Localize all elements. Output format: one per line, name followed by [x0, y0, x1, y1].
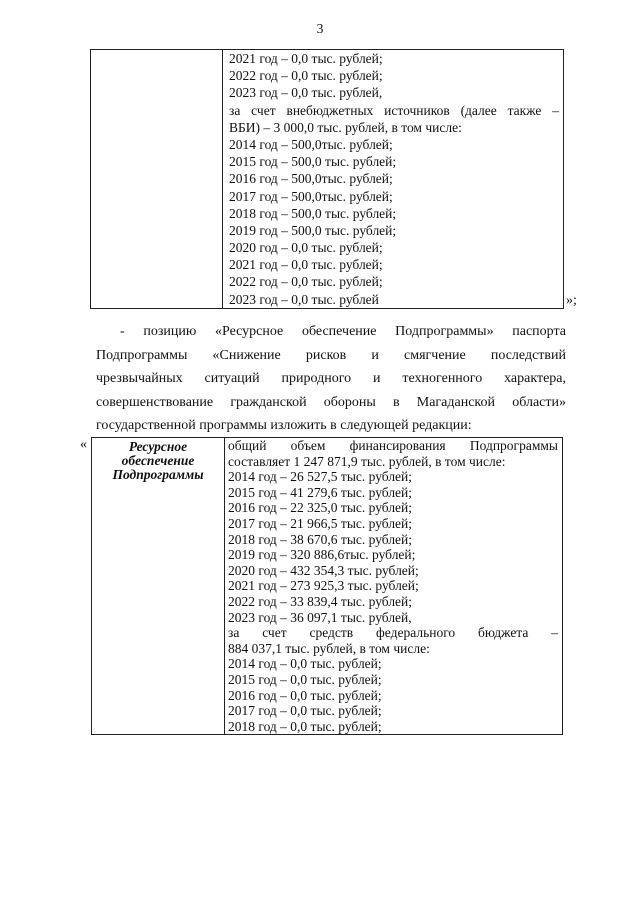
- table-line: 2017 год – 21 966,5 тыс. рублей;: [228, 515, 413, 531]
- label-line: Ресурсное: [128, 439, 188, 454]
- funding-table-continued: [90, 49, 564, 309]
- paragraph-line: совершенствование гражданской обороны в Магаданской области»: [96, 394, 566, 410]
- table-line: 2022 год – 0,0 тыс. рублей;: [229, 274, 383, 290]
- table-line: 2014 год – 26 527,5 тыс. рублей;: [228, 469, 413, 485]
- label-line: обеспечение: [121, 453, 195, 468]
- table-line: 2018 год – 0,0 тыс. рублей;: [228, 718, 382, 734]
- resource-provision-label: [92, 438, 225, 735]
- table-line: 2017 год – 500,0тыс. рублей;: [229, 188, 393, 204]
- table-line: 2014 год – 0,0 тыс. рублей;: [228, 656, 382, 672]
- table-line: 2020 год – 432 354,3 тыс. рублей;: [228, 562, 419, 578]
- closing-quote: »;: [566, 293, 577, 308]
- table-label-cell-empty: [91, 50, 223, 309]
- paragraph-line: Подпрограммы «Снижение рисков и смягчение последствий: [96, 347, 566, 363]
- paragraph-line: государственной программы изложить в следующей редакции:: [96, 418, 472, 433]
- table-line: за счет средств федерального бюджета –: [228, 625, 558, 641]
- table-line: 2018 год – 500,0 тыс. рублей;: [229, 205, 397, 221]
- table-line: 2014 год – 500,0тыс. рублей;: [229, 136, 393, 152]
- resource-provision-content: [225, 438, 563, 735]
- table-line: общий объем финансирования Подпрограммы: [228, 438, 558, 453]
- amendment-paragraph: [96, 320, 566, 438]
- table-line: 2019 год – 320 886,6тыс. рублей;: [228, 547, 416, 563]
- table-line: 2016 год – 22 325,0 тыс. рублей;: [228, 500, 413, 516]
- table-line: 2023 год – 0,0 тыс. рублей: [229, 291, 379, 307]
- table-line: 2019 год – 500,0 тыс. рублей;: [229, 222, 397, 238]
- table-content-cell: [223, 50, 564, 309]
- label-line: Подпрограммы: [112, 467, 204, 482]
- resource-provision-table: [91, 437, 563, 735]
- table-line: 2022 год – 33 839,4 тыс. рублей;: [228, 593, 413, 609]
- table-line: 2016 год – 0,0 тыс. рублей;: [228, 687, 382, 703]
- table-line: 2023 год – 0,0 тыс. рублей,: [229, 85, 383, 101]
- table-line: 2015 год – 500,0 тыс. рублей;: [229, 154, 397, 170]
- table-line: 2021 год – 273 925,3 тыс. рублей;: [228, 578, 419, 594]
- table-line: ВБИ) – 3 000,0 тыс. рублей, в том числе:: [229, 119, 462, 135]
- paragraph-line: чрезвычайных ситуаций природного и техногенного характера,: [96, 371, 566, 386]
- table-line: 2023 год – 36 097,1 тыс. рублей,: [228, 609, 412, 625]
- opening-quote: «: [80, 437, 87, 452]
- table-line: 2022 год – 0,0 тыс. рублей;: [229, 68, 383, 84]
- page-number: 3: [316, 22, 324, 37]
- table-line: 884 037,1 тыс. рублей, в том числе:: [228, 640, 430, 656]
- table-line: составляет 1 247 871,9 тыс. рублей, в том числе:: [228, 453, 506, 469]
- table-line: 2015 год – 0,0 тыс. рублей;: [228, 671, 382, 687]
- table-line: за счет внебюджетных источников (далее также –: [229, 102, 559, 118]
- table-line: 2018 год – 38 670,6 тыс. рублей;: [228, 531, 413, 547]
- table-line: 2015 год – 41 279,6 тыс. рублей;: [228, 484, 413, 500]
- table-line: 2021 год – 0,0 тыс. рублей;: [229, 51, 383, 66]
- table-line: 2021 год – 0,0 тыс. рублей;: [229, 257, 383, 273]
- table-line: 2016 год – 500,0тыс. рублей;: [229, 171, 393, 187]
- paragraph-line: - позицию «Ресурсное обеспечение Подпрограммы» паспорта: [120, 324, 566, 339]
- table-line: 2020 год – 0,0 тыс. рублей;: [229, 240, 383, 256]
- table-line: 2017 год – 0,0 тыс. рублей;: [228, 703, 382, 719]
